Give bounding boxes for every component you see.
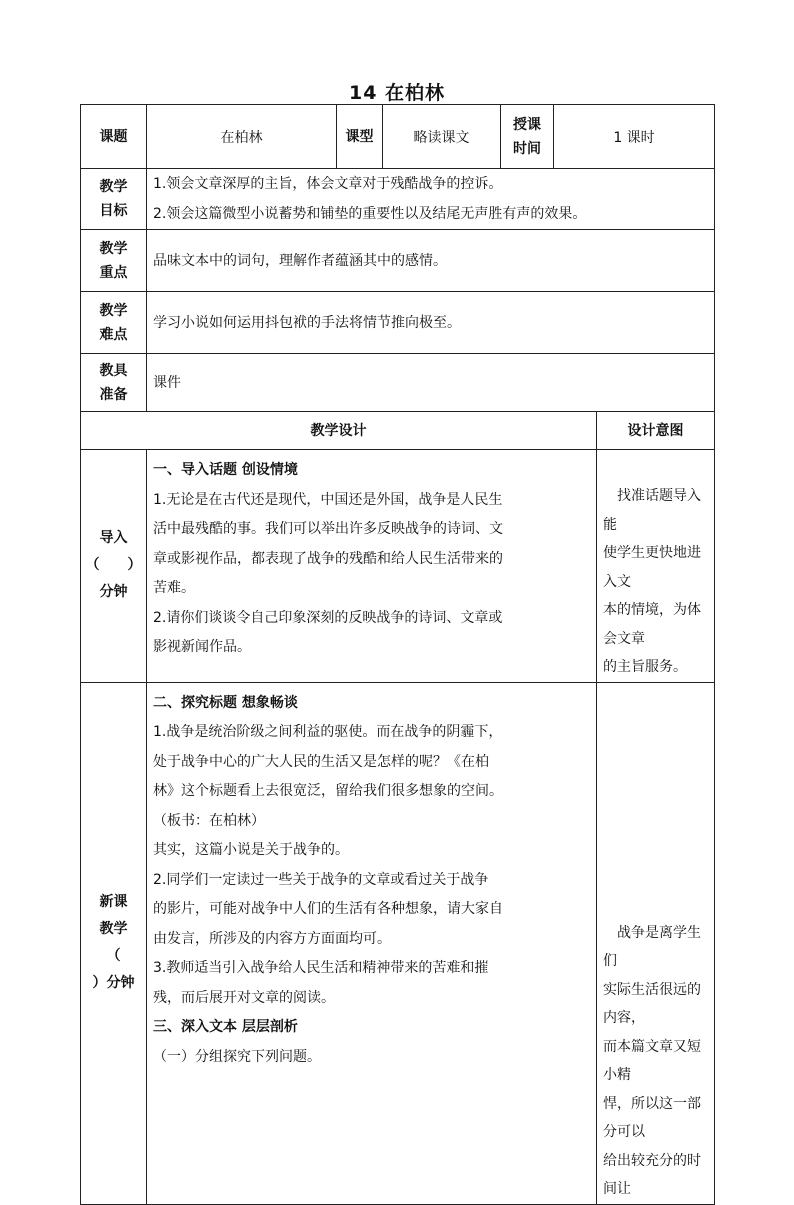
newlesson-intent-line: 而本篇文章又短小精	[603, 1038, 701, 1083]
intro-label	[81, 450, 147, 683]
tools-row	[81, 354, 715, 412]
difficulty-label-line2: 难点	[99, 326, 128, 343]
tools-content: 课件	[147, 354, 715, 412]
time-label	[501, 105, 554, 169]
tools-label-line2: 准备	[99, 386, 128, 403]
goals-label-line2: 目标	[99, 203, 128, 219]
intro-label-line3: 分钟	[99, 584, 128, 601]
intro-intent-line: 使学生更快地进入文	[603, 545, 701, 590]
design-header-right: 设计意图	[597, 412, 715, 450]
tools-label	[81, 354, 147, 412]
newlesson-intent-line: 实际生活很远的内容，	[603, 981, 701, 1026]
tools-label-line1: 教具	[99, 362, 128, 379]
newlesson-intent	[597, 682, 715, 1204]
time-label-line2: 时间	[513, 140, 541, 157]
newlesson-line: 由发言，所涉及的内容方方面面均可。	[153, 930, 391, 947]
newlesson-intent-line: 给出较充分的时间让	[603, 1152, 701, 1197]
newlesson-row	[81, 682, 715, 1204]
newlesson-line: 1.战争是统治阶级之间利益的驱使。而在战争的阴霾下，	[153, 724, 503, 740]
topic-value: 在柏林	[147, 105, 337, 169]
design-header-row	[81, 412, 715, 450]
intro-line: 章或影视作品，都表现了战争的残酷和给人民生活带来的	[153, 550, 503, 567]
intro-line: 影视新闻作品。	[153, 639, 251, 655]
lesson-plan-table	[80, 104, 715, 1205]
topic-label: 课题	[81, 105, 147, 169]
intro-heading: 一、导入话题 创设情境	[153, 462, 298, 478]
newlesson-line: 其实，这篇小说是关于战争的。	[153, 842, 349, 858]
intro-line: 苦难。	[153, 580, 195, 596]
newlesson-line: 残，而后展开对文章的阅读。	[153, 989, 335, 1006]
focus-label	[81, 230, 147, 292]
goals-item-2: 2.领会这篇微型小说蓄势和铺垫的重要性以及结尾无声胜有声的效果。	[153, 206, 587, 222]
focus-row	[81, 230, 715, 292]
newlesson-line: 林》这个标题看上去很宽泛，留给我们很多想象的空间。	[153, 783, 503, 799]
newlesson-label-line1: 新课	[99, 894, 128, 910]
newlesson-heading-2: 三、深入文本 层层剖析	[153, 1019, 298, 1035]
intro-line: 2.请你们谈谈令自己印象深刻的反映战争的诗词、文章或	[153, 609, 503, 626]
type-value: 略读课文	[383, 105, 501, 169]
newlesson-label-line4: ）分钟	[92, 975, 135, 991]
difficulty-content: 学习小说如何运用抖包袱的手法将情节推向极至。	[147, 292, 715, 354]
time-value: 1 课时	[554, 105, 715, 169]
intro-intent-line: 找准话题导入能	[603, 488, 701, 533]
goals-label-line1: 教学	[99, 179, 128, 195]
newlesson-intent-line: 战争是离学生们	[603, 924, 701, 969]
goals-item-1: 1.领会文章深厚的主旨，体会文章对于残酷战争的控诉。	[153, 176, 503, 192]
intro-line: 1.无论是在古代还是现代，中国还是外国，战争是人民生	[153, 491, 503, 508]
newlesson-heading-1: 二、探究标题 想象畅谈	[153, 694, 298, 711]
design-header-left: 教学设计	[81, 412, 597, 450]
intro-label-line2: （ ）	[85, 557, 142, 574]
newlesson-content	[147, 682, 597, 1204]
newlesson-label	[81, 682, 147, 1204]
page-title: 14 在柏林	[348, 82, 446, 104]
time-label-line1: 授课	[513, 116, 541, 133]
newlesson-label-line2: 教学	[99, 921, 128, 937]
newlesson-line: （板书：在柏林）	[153, 812, 265, 829]
goals-row	[81, 169, 715, 230]
newlesson-line: 2.同学们一定读过一些关于战争的文章或看过关于战争	[153, 871, 489, 888]
intro-intent-line: 本的情境，为体会文章	[603, 602, 701, 647]
difficulty-label	[81, 292, 147, 354]
newlesson-intent-line: 悍，所以这一部分可以	[603, 1095, 701, 1140]
header-row	[81, 105, 715, 169]
intro-intent-line: 的主旨服务。	[603, 659, 687, 675]
intro-line: 活中最残酷的事。我们可以举出许多反映战争的诗词、文	[153, 521, 503, 537]
intro-intent	[597, 450, 715, 683]
newlesson-line: 3.教师适当引入战争给人民生活和精神带来的苦难和摧	[153, 960, 489, 976]
intro-content	[147, 450, 597, 683]
newlesson-line: 的影片，可能对战争中人们的生活有各种想象，请大家自	[153, 901, 503, 917]
focus-content: 品味文本中的词句，理解作者蕴涵其中的感情。	[147, 230, 715, 292]
newlesson-line-last: （一）分组探究下列问题。	[153, 1048, 321, 1065]
newlesson-line: 处于战争中心的广大人民的生活又是怎样的呢？《在柏	[153, 753, 489, 770]
difficulty-row	[81, 292, 715, 354]
goals-content	[147, 169, 715, 230]
intro-label-line1: 导入	[99, 530, 128, 547]
goals-label	[81, 169, 147, 230]
focus-label-line2: 重点	[99, 264, 128, 281]
focus-label-line1: 教学	[99, 240, 128, 257]
type-label: 课型	[337, 105, 383, 169]
difficulty-label-line1: 教学	[99, 302, 128, 319]
newlesson-label-line3: （	[106, 948, 121, 964]
intro-row	[81, 450, 715, 683]
